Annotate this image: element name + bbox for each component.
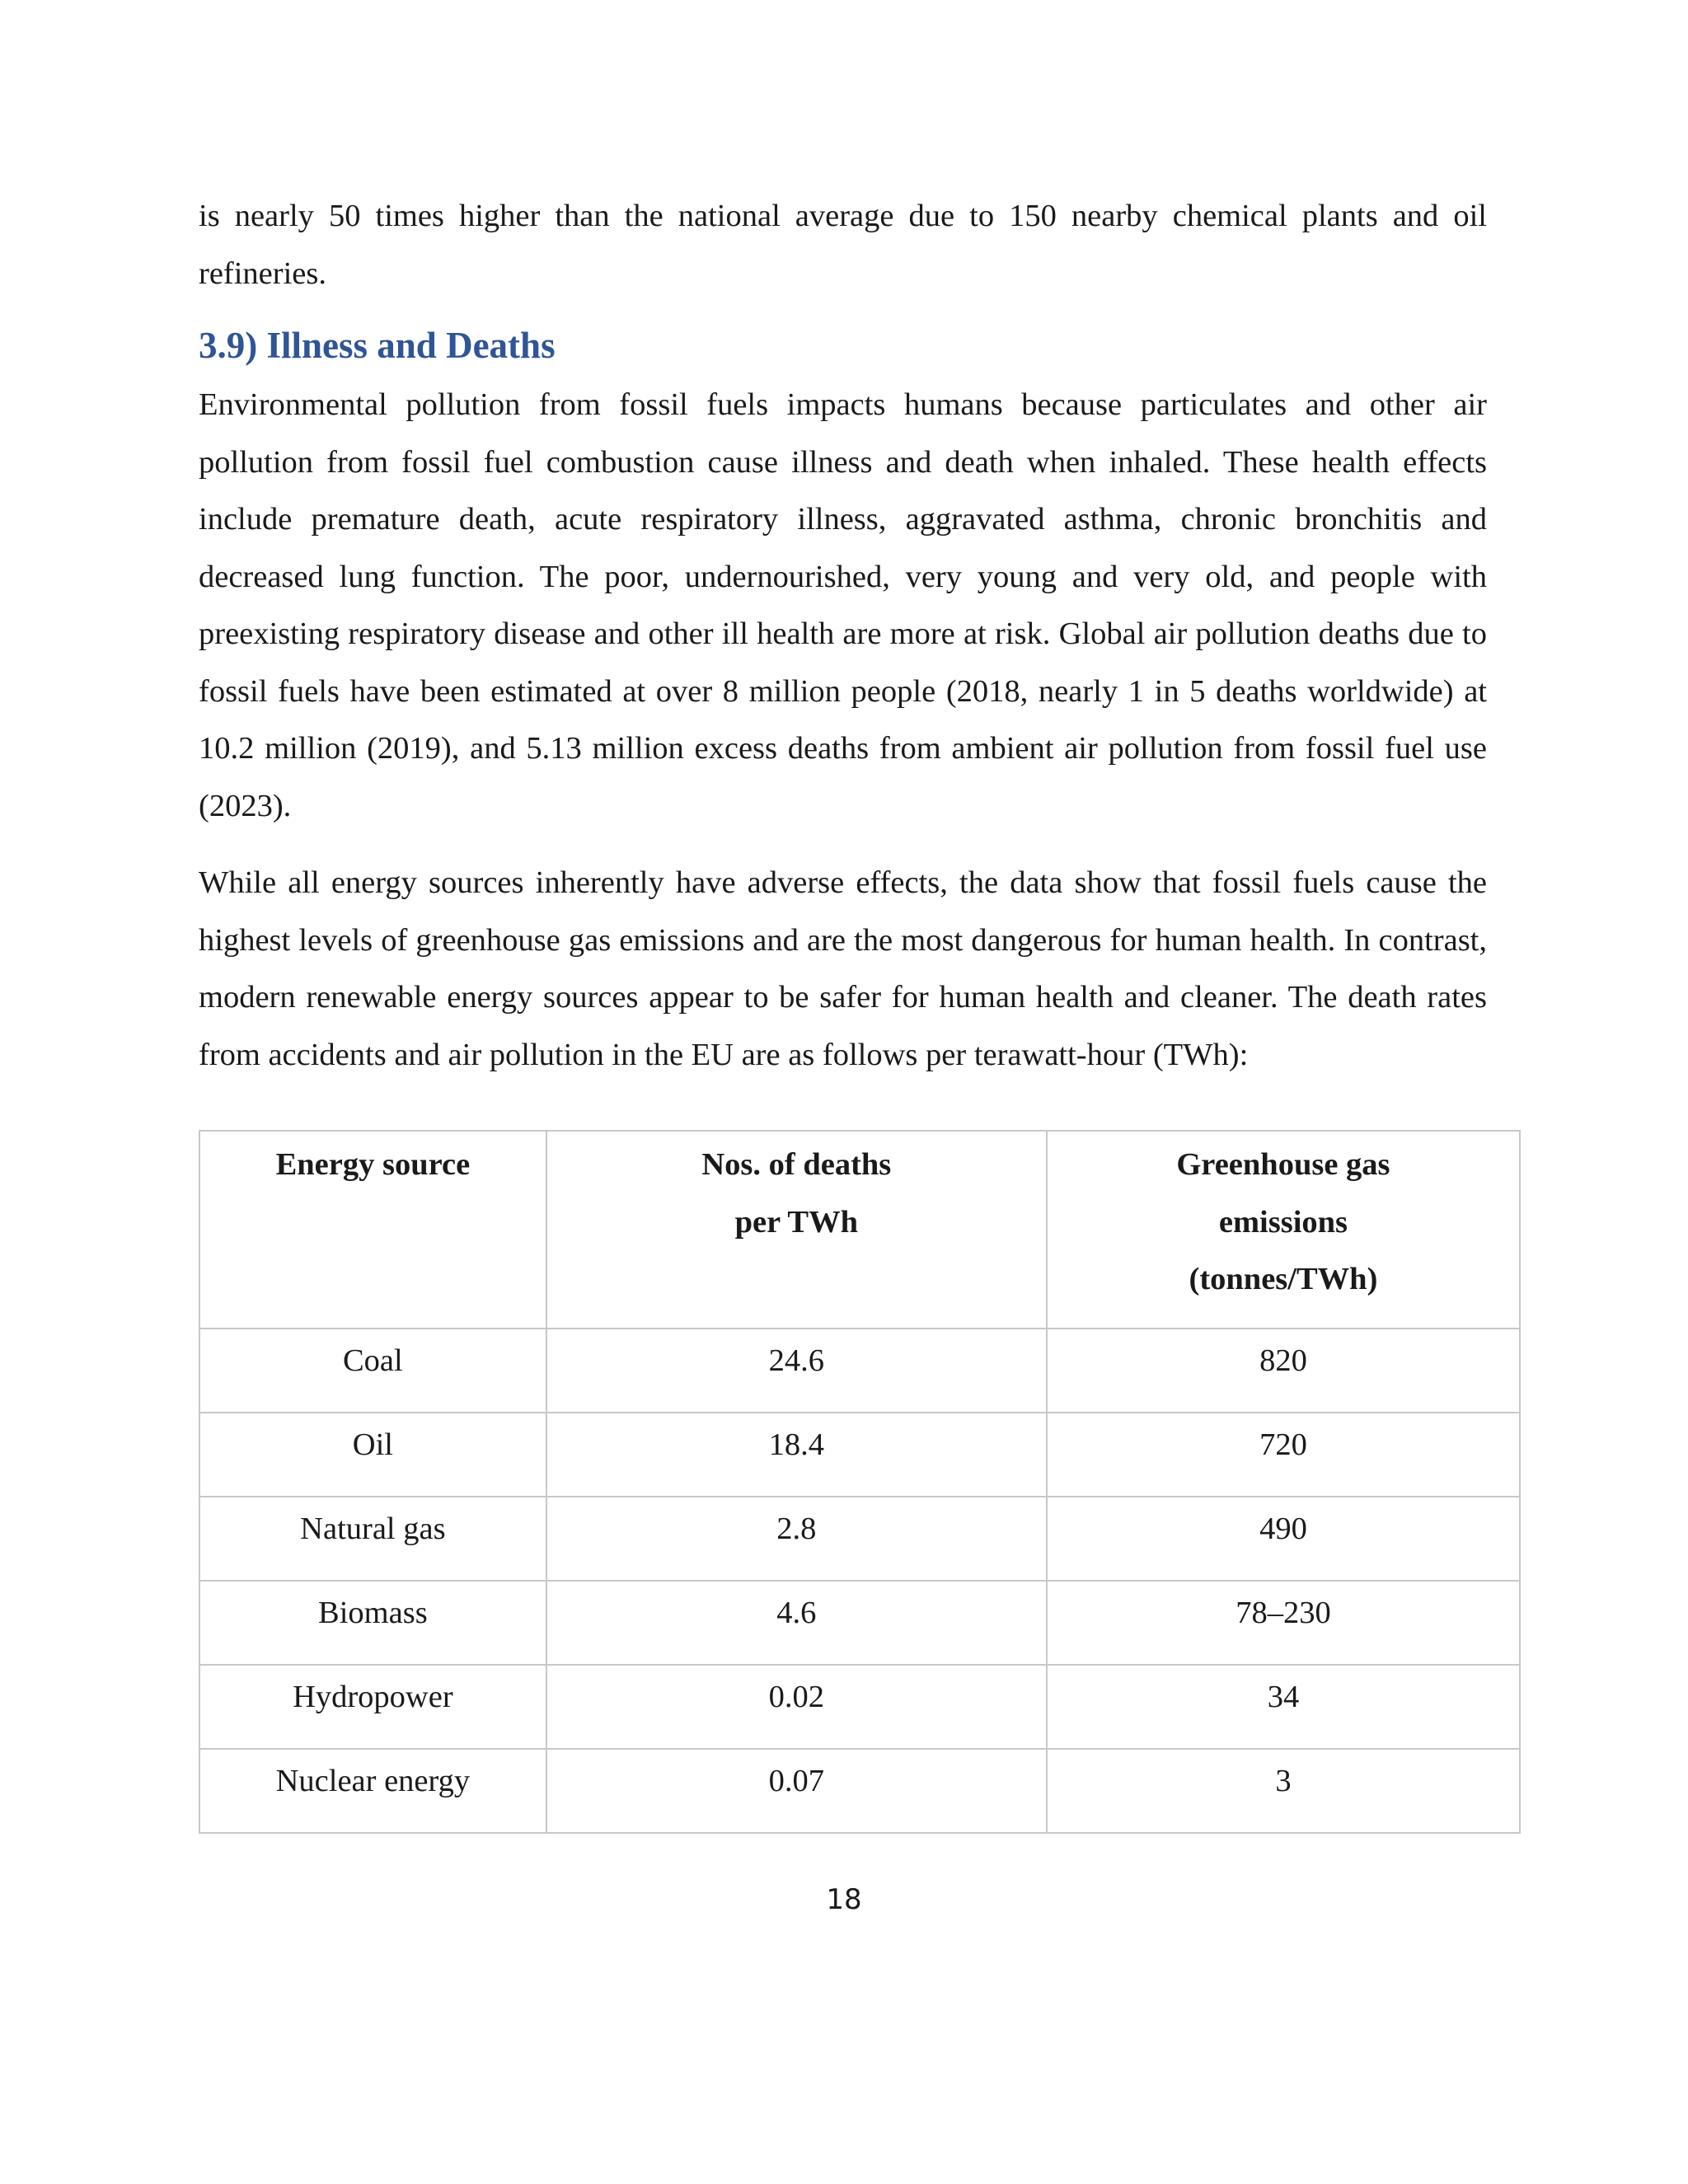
cell-deaths: 4.6 (546, 1581, 1047, 1665)
page-number: 18 (826, 1883, 862, 1916)
table-row (199, 1749, 1520, 1833)
cell-source: Oil (199, 1413, 546, 1497)
cell-ghg: 820 (1047, 1329, 1520, 1413)
energy-deaths-table (199, 1130, 1521, 1834)
intro-paragraph: is nearly 50 times higher than the national average due to 150 nearby chemical plants and oil refineries. (199, 199, 1487, 291)
cell-source: Nuclear energy (199, 1749, 546, 1833)
cell-ghg: 34 (1047, 1665, 1520, 1749)
cell-ghg: 490 (1047, 1497, 1520, 1581)
cell-deaths: 0.02 (546, 1665, 1047, 1749)
cell-deaths: 0.07 (546, 1749, 1047, 1833)
cell-source: Biomass (199, 1581, 546, 1665)
body-paragraph-1: Environmental pollution from fossil fuels impacts humans because particulates and other air pollution from fossil fuel combustion cause illness and death when inhaled. These health effects include premature death, acute respiratory illness, aggravated asthma, chronic bronchitis and decreased lung function. The poor, undernourished, very young and very old, and people with preexisting respiratory disease and other ill health are more at risk. Global air pollution deaths due to fossil fuels have been estimated at over 8 million people (2018, nearly 1 in 5 deaths worldwide) at 10.2 million (2019), and 5.13 million excess deaths from ambient air pollution from fossil fuel use (2023). (199, 387, 1487, 823)
table-row (199, 1665, 1520, 1749)
page-body (199, 188, 1487, 1084)
header-ghg-emissions: Greenhouse gas emissions (tonnes/TWh) (1047, 1131, 1520, 1329)
section-heading: 3.9) Illness and Deaths (199, 325, 556, 366)
table-row (199, 1413, 1520, 1497)
body-paragraph-2: While all energy sources inherently have adverse effects, the data show that fossil fuels cause the highest levels of greenhouse gas emissions and are the most dangerous for human health. In contrast, modern renewable energy sources appear to be safer for human health and cleaner. The death rates from accidents and air pollution in the EU are as follows per terawatt-hour (TWh): (199, 865, 1487, 1072)
table-header-row (199, 1131, 1520, 1329)
cell-deaths: 18.4 (546, 1413, 1047, 1497)
cell-source: Coal (199, 1329, 546, 1413)
header-deaths-per-twh: Nos. of deaths per TWh (546, 1131, 1047, 1329)
cell-ghg: 78–230 (1047, 1581, 1520, 1665)
cell-source: Hydropower (199, 1665, 546, 1749)
cell-source: Natural gas (199, 1497, 546, 1581)
table-row (199, 1329, 1520, 1413)
cell-ghg: 3 (1047, 1749, 1520, 1833)
table-row (199, 1581, 1520, 1665)
cell-deaths: 24.6 (546, 1329, 1047, 1413)
cell-deaths: 2.8 (546, 1497, 1047, 1581)
cell-ghg: 720 (1047, 1413, 1520, 1497)
header-energy-source: Energy source (199, 1131, 546, 1329)
table-row (199, 1497, 1520, 1581)
